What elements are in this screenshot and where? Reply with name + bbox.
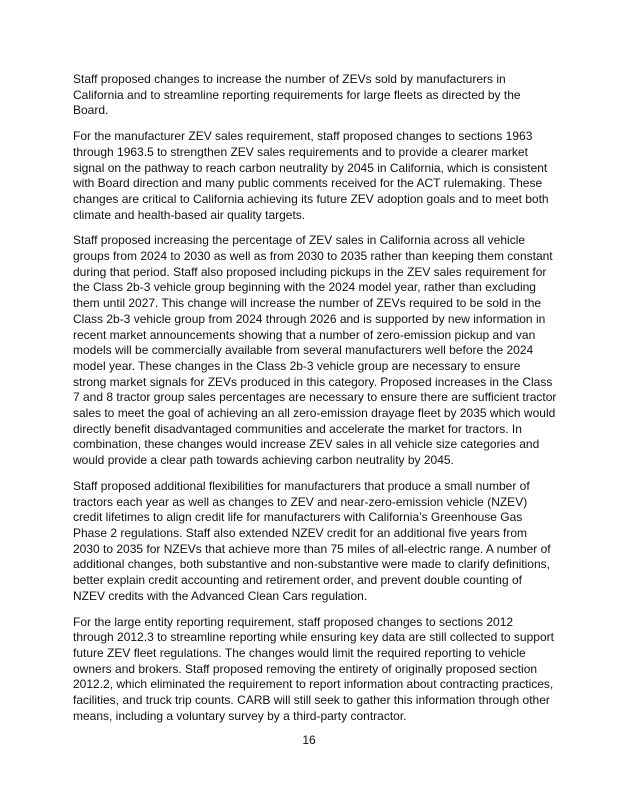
paragraph-intro: Staff proposed changes to increase the number of ZEVs sold by manufacturers in California and to streamline reporting requirements for large fleets as directed by the Board. xyxy=(73,72,521,118)
paragraph-manufacturer-zev: For the manufacturer ZEV sales requirement, staff proposed changes to sections 1963 through 1963.5 to strengthen ZEV sales requirements and to provide a clearer market signal on the pathway to reach carbon neutrality by 2045 in California, which is consistent with Board direction and many public comments received for the ACT rulemaking. These changes are critical to California achieving its future ZEV adoption goals and to meet both climate and health-based air quality targets. xyxy=(73,129,549,222)
paragraph-sales-percentage: Staff proposed increasing the percentage of ZEV sales in California across all vehicle groups from 2024 to 2030 as well as from 2030 to 2035 rather than keeping them constant during that period. Staff also proposed including pickups in the ZEV sales requirement for the Class 2b-3 vehicle group beginning with the 2024 model year, rather than excluding them until 2027. This change will increase the number of ZEVs required to be sold in the Class 2b-3 vehicle group from 2024 through 2026 and is supported by new information in recent market announcements showing that a number of zero-emission pickup and van models will be commercially available from several manufacturers well before the 2024 model year. These changes in the Class 2b-3 vehicle group are necessary to ensure strong market signals for ZEVs produced in this category. Proposed increases in the Class 7 and 8 tractor group sales percentages are necessary to ensure there are sufficient tractor sales to meet the goal of achieving an all zero-emission drayage fleet by 2035 which would directly benefit disadvantaged communities and accelerate the market for tractors. In combination, these changes would increase ZEV sales in all vehicle size categories and would provide a clear path towards achieving carbon neutrality by 2045. xyxy=(73,233,557,468)
document-body xyxy=(73,72,557,734)
paragraph-reporting: For the large entity reporting requirement, staff proposed changes to sections 2012 through 2012.3 to streamline reporting while ensuring key data are still collected to support future ZEV fleet regulations. The changes would limit the required reporting to vehicle owners and brokers. Staff proposed removing the entirety of originally proposed section 2012.2, which eliminated the requirement to report information about contracting practices, facilities, and truck trip counts. CARB will still seek to gather this information through other means, including a voluntary survey by a third-party contractor. xyxy=(73,614,554,723)
page-number: 16 xyxy=(302,733,316,747)
paragraph-flexibilities: Staff proposed additional flexibilities for manufacturers that produce a small number of tractors each year as well as changes to ZEV and near-zero-emission vehicle (NZEV) credit lifetimes to align credit life for manufacturers with California’s Greenhouse Gas Phase 2 regulations. Staff also extended NZEV credit for an additional five years from 2030 to 2035 for NZEVs that achieve more than 75 miles of all-electric range. A number of additional changes, both substantive and non-substantive were made to clarify definitions, better explain credit accounting and retirement order, and prevent double counting of NZEV credits with the Advanced Clean Cars regulation. xyxy=(73,478,551,603)
